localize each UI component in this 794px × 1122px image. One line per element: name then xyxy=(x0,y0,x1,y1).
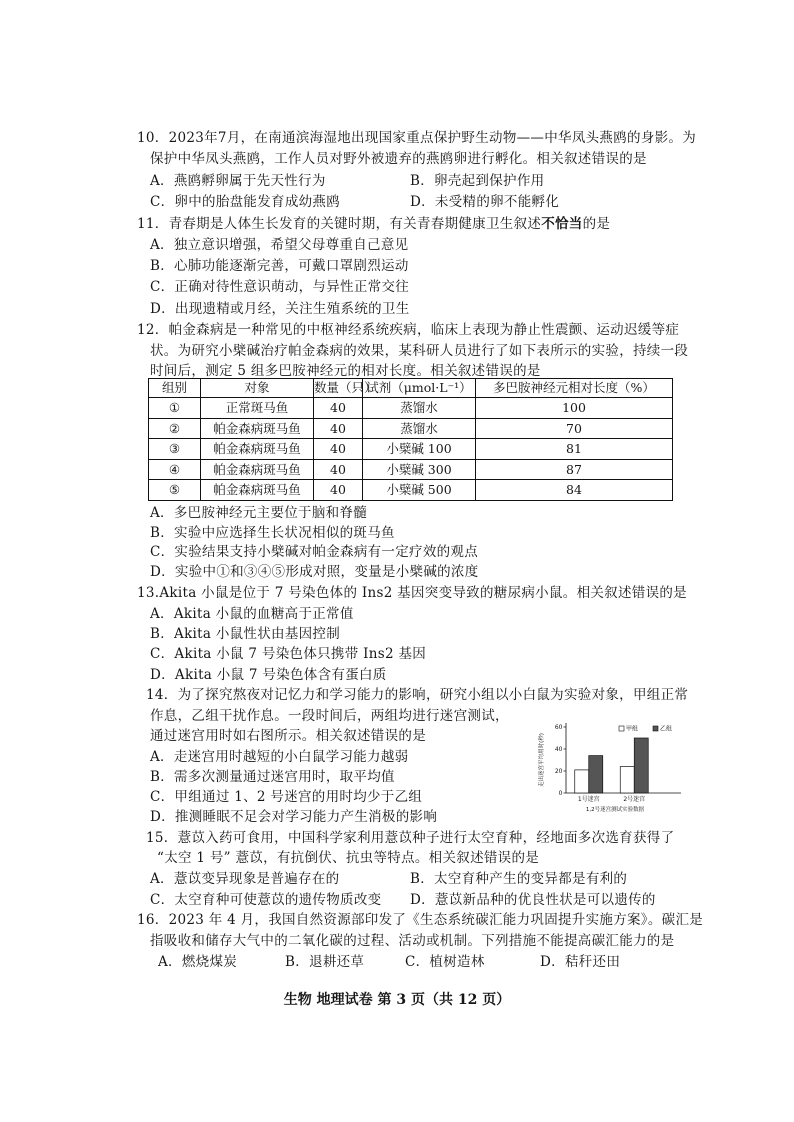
q13-option-c: C．Akita 小鼠 7 号染色体只携带 Ins2 基因 xyxy=(150,646,427,662)
q13-option-b: B．Akita 小鼠性状由基因控制 xyxy=(150,626,341,642)
cell-count: 40 xyxy=(314,439,363,460)
cell-group: ③ xyxy=(149,439,201,460)
q12-option-d: D．实验中①和③④⑤形成对照，变量是小檗碱的浓度 xyxy=(150,564,479,580)
header-subject: 对象 xyxy=(201,379,314,398)
cell-neuron-length: 70 xyxy=(476,418,673,439)
q16-option-b: B．退耕还草 xyxy=(285,954,365,970)
legend-label: 乙组 xyxy=(660,725,673,733)
chart-bar-s1-c1 xyxy=(575,770,589,793)
q11-option-b: B．心肺功能逐渐完善，可戴口罩剧烈运动 xyxy=(150,258,409,274)
page-footer: 生物 地理试卷 第 3 页（共 12 页） xyxy=(283,992,511,1008)
cell-reagent: 小檗碱 100 xyxy=(363,439,476,460)
q16-option-d: D．秸秆还田 xyxy=(540,954,621,970)
q12-option-a: A．多巴胺神经元主要位于脑和脊髓 xyxy=(150,505,368,521)
cell-neuron-length: 84 xyxy=(476,480,673,501)
q11-option-a: A．独立意识增强，希望父母尊重自己意见 xyxy=(150,237,409,253)
q13-stem: 13.Akita 小鼠是位于 7 号染色体的 Ins2 基因突变导致的糖尿病小鼠。相关叙述错误的是 xyxy=(137,585,687,601)
q10-stem-line-1: 10．2023年7月，在南通滨海湿地出现国家重点保护野生动物——中华凤头燕鸥的身影。为 xyxy=(137,130,697,146)
q16-stem-line-1: 16．2023 年 4 月，我国自然资源部印发了《生态系统碳汇能力巩固提升实施方案》。碳汇是 xyxy=(137,912,704,928)
table-row xyxy=(149,398,673,419)
x-category-label: 2号迷宫 xyxy=(623,796,646,803)
header-reagent: 试剂（μmol·L⁻¹） xyxy=(363,379,476,398)
q15-option-b: B．太空育种产生的变异都是有利的 xyxy=(410,871,628,887)
q11-option-d: D．出现遗精或月经，关注生殖系统的卫生 xyxy=(150,301,410,317)
q14-option-a: A．走迷宫用时越短的小白鼠学习能力越弱 xyxy=(150,749,409,765)
q11-stem xyxy=(137,214,610,234)
q10-option-a: A．燕鸥孵卵属于先天性行为 xyxy=(150,173,326,189)
cell-group: ① xyxy=(149,398,201,419)
cell-group: ② xyxy=(149,418,201,439)
y-tick-label: 60 xyxy=(554,724,563,731)
table-header-row xyxy=(149,379,673,398)
x-category-label: 1号迷宫 xyxy=(577,796,600,803)
cell-reagent: 蒸馏水 xyxy=(363,418,476,439)
chart-bar-s1-c2 xyxy=(620,767,634,793)
legend-swatch xyxy=(619,726,624,731)
table-row xyxy=(149,480,673,501)
cell-reagent: 小檗碱 500 xyxy=(363,480,476,501)
y-axis-title: 走出迷宫平均用时(秒) xyxy=(539,733,545,787)
table-row xyxy=(149,439,673,460)
q14-stem-line-3: 通过迷宫用时如右图所示。相关叙述错误的是 xyxy=(150,728,426,744)
y-tick-label: 20 xyxy=(554,768,563,775)
cell-reagent: 小檗碱 300 xyxy=(363,459,476,480)
q14-stem-line-2: 作息，乙组干扰作息。一段时间后，两组均进行迷宫测试， xyxy=(150,708,509,724)
cell-neuron-length: 81 xyxy=(476,439,673,460)
chart-bar-s2-c2 xyxy=(634,738,648,793)
q12-stem-line-3: 时间后，测定 5 组多巴胺神经元的相对长度。相关叙述错误的是 xyxy=(150,363,541,379)
q11-stem-emphasis: 不恰当 xyxy=(541,216,583,232)
experiment-table xyxy=(148,378,673,501)
q12-stem-line-1: 12．帕金森病是一种常见的中枢神经系统疾病，临床上表现为静止性震颤、运动迟缓等症 xyxy=(137,322,680,338)
cell-count: 40 xyxy=(314,480,363,501)
q11-stem-text: 11．青春期是人体生长发育的关键时期，有关青春期健康卫生叙述 xyxy=(137,216,542,232)
cell-reagent: 蒸馏水 xyxy=(363,398,476,419)
header-group: 组别 xyxy=(149,379,201,398)
x-axis-title: 1,2号迷宫测试实验数据 xyxy=(585,807,645,813)
q13-option-a: A．Akita 小鼠的血糖高于正常值 xyxy=(150,606,354,622)
legend-swatch xyxy=(653,726,658,731)
chart-bar-s2-c1 xyxy=(589,756,603,793)
q10-option-b: B．卵壳起到保护作用 xyxy=(410,173,545,189)
cell-subject: 正常斑马鱼 xyxy=(201,398,314,419)
q15-option-c: C．太空育种可使薏苡的遗传物质改变 xyxy=(150,892,382,908)
q15-stem-line-2: “太空 1 号” 薏苡，有抗倒伏、抗虫等特点。相关叙述错误的是 xyxy=(157,850,540,866)
cell-subject: 帕金森病斑马鱼 xyxy=(201,439,314,460)
q14-stem-line-1: 14．为了探究熬夜对记忆力和学习能力的影响，研究小组以小白鼠为实验对象，甲组正常 xyxy=(146,687,689,703)
q13-option-d: D．Akita 小鼠 7 号染色体含有蛋白质 xyxy=(150,667,387,683)
y-tick-label: 40 xyxy=(554,746,563,753)
q11-option-c: C．正确对待性意识萌动，与异性正常交往 xyxy=(150,279,410,295)
q12-option-c: C．实验结果支持小檗碱对帕金森病有一定疗效的观点 xyxy=(150,544,479,560)
q12-stem-line-2: 状。为研究小檗碱治疗帕金森病的效果，某科研人员进行了如下表所示的实验，持续一段 xyxy=(150,343,689,359)
cell-count: 40 xyxy=(314,418,363,439)
q15-option-d: D．薏苡新品种的优良性状是可以遗传的 xyxy=(410,892,656,908)
q16-option-a: A．燃烧煤炭 xyxy=(158,954,238,970)
maze-time-bar-chart xyxy=(533,718,683,818)
legend-label: 甲组 xyxy=(626,725,639,733)
header-neuron-length: 多巴胺神经元相对长度（%） xyxy=(476,379,673,398)
table-row xyxy=(149,459,673,480)
q10-option-d: D．未受精的卵不能孵化 xyxy=(410,194,560,210)
cell-count: 40 xyxy=(314,459,363,480)
q12-option-b: B．实验中应选择生长状况相似的斑马鱼 xyxy=(150,525,395,541)
cell-subject: 帕金森病斑马鱼 xyxy=(201,480,314,501)
q14-option-b: B．需多次测量通过迷宫用时，取平均值 xyxy=(150,769,395,785)
q10-option-c: C．卵中的胎盘能发育成幼燕鸥 xyxy=(150,194,341,210)
cell-subject: 帕金森病斑马鱼 xyxy=(201,418,314,439)
q14-option-c: C．甲组通过 1、2 号迷宫的用时均少于乙组 xyxy=(150,789,423,805)
q10-stem-line-2: 保护中华凤头燕鸥，工作人员对野外被遗弃的燕鸥卵进行孵化。相关叙述错误的是 xyxy=(150,151,647,167)
cell-group: ⑤ xyxy=(149,480,201,501)
q16-stem-line-2: 指吸收和储存大气中的二氧化碳的过程、活动或机制。下列措施不能提高碳汇能力的是 xyxy=(150,933,675,949)
q14-option-d: D．推测睡眠不足会对学习能力产生消极的影响 xyxy=(150,809,438,825)
q15-stem-line-1: 15．薏苡入药可食用，中国科学家利用薏苡种子进行太空育种，经地面多次选育获得了 xyxy=(146,830,675,846)
cell-count: 40 xyxy=(314,398,363,419)
q11-stem-end: 的是 xyxy=(582,216,611,232)
table-row xyxy=(149,418,673,439)
q15-option-a: A．薏苡变异现象是普遍存在的 xyxy=(150,871,340,887)
q16-option-c: C．植树造林 xyxy=(405,954,485,970)
cell-subject: 帕金森病斑马鱼 xyxy=(201,459,314,480)
cell-group: ④ xyxy=(149,459,201,480)
cell-neuron-length: 87 xyxy=(476,459,673,480)
y-tick-label: 0 xyxy=(558,790,563,797)
header-count: 数量（只） xyxy=(314,379,363,398)
cell-neuron-length: 100 xyxy=(476,398,673,419)
